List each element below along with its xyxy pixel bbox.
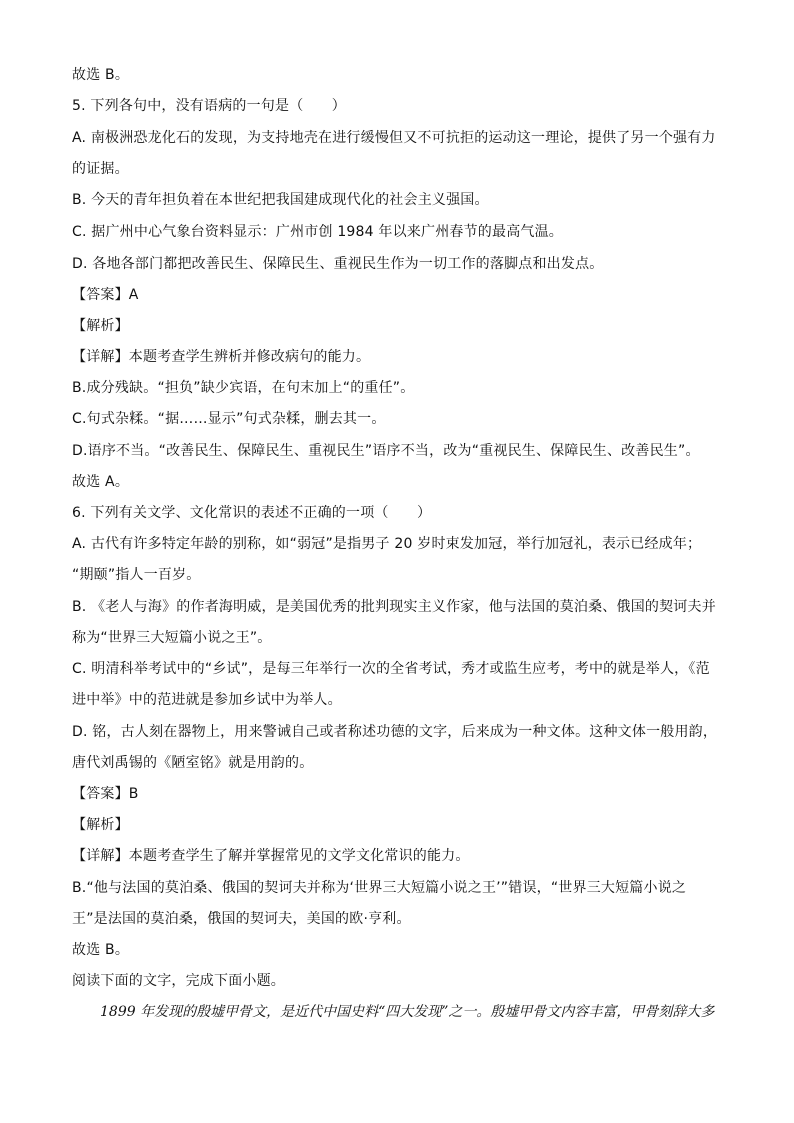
detail-explanation: 【详解】本题考查学生了解并掌握常见的文学文化常识的能力。 [72, 848, 470, 864]
detail-explanation: 【详解】本题考查学生辨析并修改病句的能力。 [72, 349, 371, 365]
option-b: B. 《老人与海》的作者海明威，是美国优秀的批判现实主义作家，他与法国的莫泊桑、俄国的契诃夫并 [72, 599, 716, 615]
explanation-d: D.语序不当。“改善民生、保障民生、重视民生”语序不当，改为“重视民生、保障民生、改善民生”。 [72, 443, 700, 459]
option-d: D. 各地各部门都把改善民生、保障民生、重视民生作为一切工作的落脚点和出发点。 [72, 256, 604, 272]
question-6-stem: 6. 下列有关文学、文化常识的表述不正确的一项（ ） [72, 505, 432, 521]
analysis-label: 【解析】 [72, 817, 129, 833]
option-c: C. 据广州中心气象台资料显示：广州市创 1984 年以来广州春节的最高气温。 [72, 224, 564, 240]
option-a-continued: “期颐”指人一百岁。 [72, 567, 201, 583]
conclusion: 故选 B。 [72, 942, 130, 958]
conclusion: 故选 A。 [72, 474, 130, 490]
analysis-label: 【解析】 [72, 318, 129, 334]
question-5-stem: 5. 下列各句中，没有语病的一句是（ ） [72, 98, 347, 114]
option-c: C. 明清科举考试中的“乡试”，是每三年举行一次的全省考试，秀才或监生应考，考中的就是举人，《范 [72, 661, 710, 677]
option-a: A. 古代有许多特定年龄的别称，如“弱冠”是指男子 20 岁时束发加冠，举行加冠礼，表示已经成年； [72, 536, 702, 552]
option-d: D. 铭，古人刻在器物上，用来警诫自己或者称述功德的文字，后来成为一种文体。这种文体一般用韵， [72, 724, 718, 740]
explanation-b: B.“他与法国的莫泊桑、俄国的契诃夫并称为‘世界三大短篇小说之王’”错误，“世界三大短篇小说之 [72, 880, 687, 896]
answer-label: 【答案】A [72, 287, 139, 303]
option-a-continued: 的证据。 [72, 161, 129, 177]
option-b-continued: 称为“世界三大短篇小说之王”。 [72, 630, 272, 646]
text-line: 故选 B。 [72, 67, 130, 83]
option-b: B. 今天的青年担负着在本世纪把我国建成现代化的社会主义强国。 [72, 192, 489, 208]
reading-instruction: 阅读下面的文字，完成下面小题。 [72, 973, 285, 989]
explanation-b-continued: 王”是法国的莫泊桑，俄国的契诃夫，美国的欧·亨利。 [72, 911, 411, 927]
answer-label: 【答案】B [72, 786, 139, 802]
option-c-continued: 进中举》中的范进就是参加乡试中为举人。 [72, 692, 342, 708]
explanation-b: B.成分残缺。“担负”缺少宾语，在句末加上“的重任”。 [72, 380, 415, 396]
explanation-c: C.句式杂糅。“据……显示”句式杂糅，删去其一。 [72, 411, 386, 427]
reading-passage-first-line: 1899 年发现的殷墟甲骨文，是近代中国史料“四大发现”之一。殷墟甲骨文内容丰富，甲骨刻辞大多 [100, 1004, 715, 1020]
option-d-continued: 唐代刘禹锡的《陋室铭》就是用韵的。 [72, 755, 314, 771]
option-a: A. 南极洲恐龙化石的发现，为支持地壳在进行缓慢但又不可抗拒的运动这一理论，提供了另一个强有力 [72, 130, 716, 146]
